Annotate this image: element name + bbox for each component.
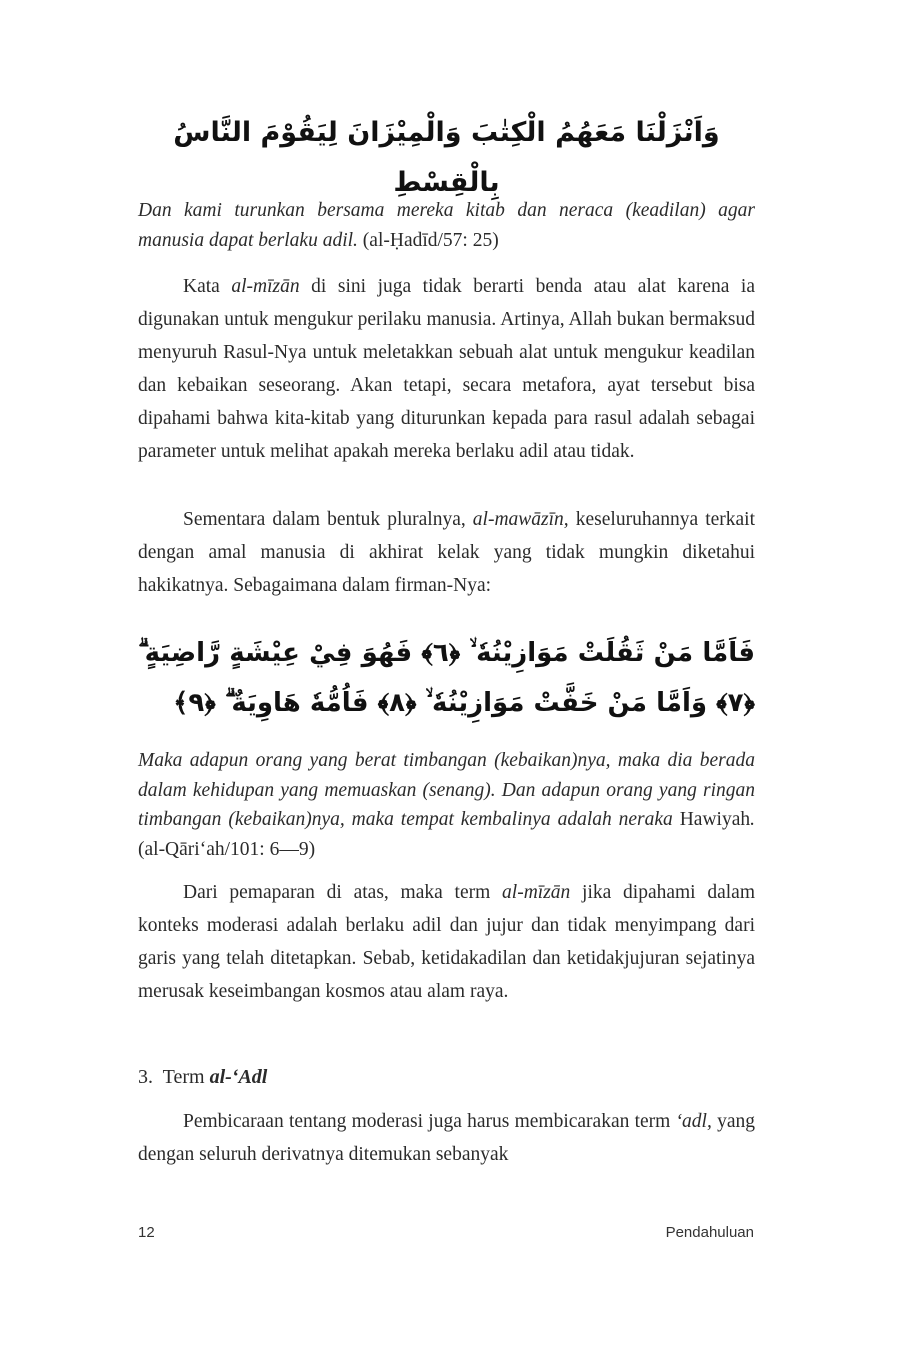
heading-term: al-‘Adl: [209, 1066, 268, 1088]
text: Dari pemaparan di atas, maka term: [183, 882, 503, 903]
text: Kata: [183, 276, 232, 297]
term-italic: al-mīzān: [502, 882, 571, 903]
term-italic: al-mīzān: [231, 276, 300, 297]
verse-translation-2: [138, 746, 755, 864]
page-number: 12: [138, 1224, 155, 1241]
verse-translation-1: [138, 196, 755, 256]
paragraph-conclusion: [138, 876, 755, 1008]
text: di sini juga tidak berarti benda atau alat karena ia digunakan untuk mengukur perilaku manusia. Artinya, Allah bukan bermaksud menyuruh Rasul-Nya untuk meletakkan sebuah alat untuk mengukur keadilan dan kebaikan seseorang. Akan tetapi, secara metafora, ayat tersebut bisa dipahami bahwa kita-kitab yang diturunkan kepada para rasul adalah sebagai parameter untuk melihat apakah mereka berlaku adil atau tidak.: [138, 276, 755, 462]
text: yang dengan seluruh derivatnya ditemukan sebanyak: [138, 1111, 756, 1165]
paragraph-adl: [138, 1105, 755, 1171]
verse-reference: (al-Ḥadīd/57: 25): [357, 230, 499, 251]
translation-text: Maka adapun orang yang berat timbangan (kebaikan)nya, maka dia berada dalam kehidupan yang memuaskan (senang). Dan adapun orang yang ringan timbangan (kebaikan)nya, maka tempat kembalinya adalah neraka: [138, 750, 755, 830]
term-italic: al-mawāzīn,: [472, 509, 569, 530]
text: jika dipahami dalam konteks moderasi adalah berlaku adil dan jujur dan tidak menyimpang dari garis yang telah ditetapkan. Sebab, ketidakadilan dan ketidakjujuran sejatinya merusak keseimbangan kosmos atau alam raya.: [138, 882, 755, 1002]
verse-reference: (al-Qāri‘ah/101: 6—9): [138, 838, 316, 860]
translation-text: Dan kami turunkan bersama mereka kitab dan neraca (keadilan) agar manusia dapat berlaku adil.: [138, 200, 755, 251]
arabic-verse-al-hadid: وَاَنْزَلْنَا مَعَهُمُ الْكِتٰبَ وَالْمِيْزَانَ لِيَقُوْمَ النَّاسُ بِالْقِسْطِ: [173, 117, 720, 198]
text: Sementara dalam bentuk pluralnya,: [183, 509, 473, 530]
section-heading: [138, 1066, 267, 1089]
text: keseluruhannya terkait dengan amal manusia di akhirat kelak yang tidak mungkin diketahui hakikatnya. Sebagaimana dalam firman-Nya:: [138, 509, 755, 596]
paragraph-al-mizan: [138, 270, 755, 468]
running-footer-section: Pendahuluan: [665, 1224, 754, 1241]
heading-label: Term: [162, 1066, 210, 1088]
arabic-verse-al-qariah: فَاَمَّا مَنْ ثَقُلَتْ مَوَازِيْنُهٗ ۙ ﴿٦﴾ فَهُوَ فِيْ عِيْشَةٍ رَّاضِيَةٍ ۗ ﴿٧﴾ وَاَمَّا مَنْ خَفَّتْ مَوَازِيْنُهٗ ۙ ﴿٨﴾ فَاُمُّهٗ هَاوِيَةٌ ۗ ﴿٩﴾: [138, 638, 755, 718]
text: .: [750, 809, 755, 830]
proper-name: Hawiyah: [679, 809, 751, 830]
text: Pembicaraan tentang moderasi juga harus membicarakan term: [183, 1111, 676, 1132]
heading-number: 3.: [138, 1066, 153, 1088]
paragraph-al-mawazin: [138, 503, 755, 602]
term-italic: ‘adl,: [675, 1111, 712, 1132]
